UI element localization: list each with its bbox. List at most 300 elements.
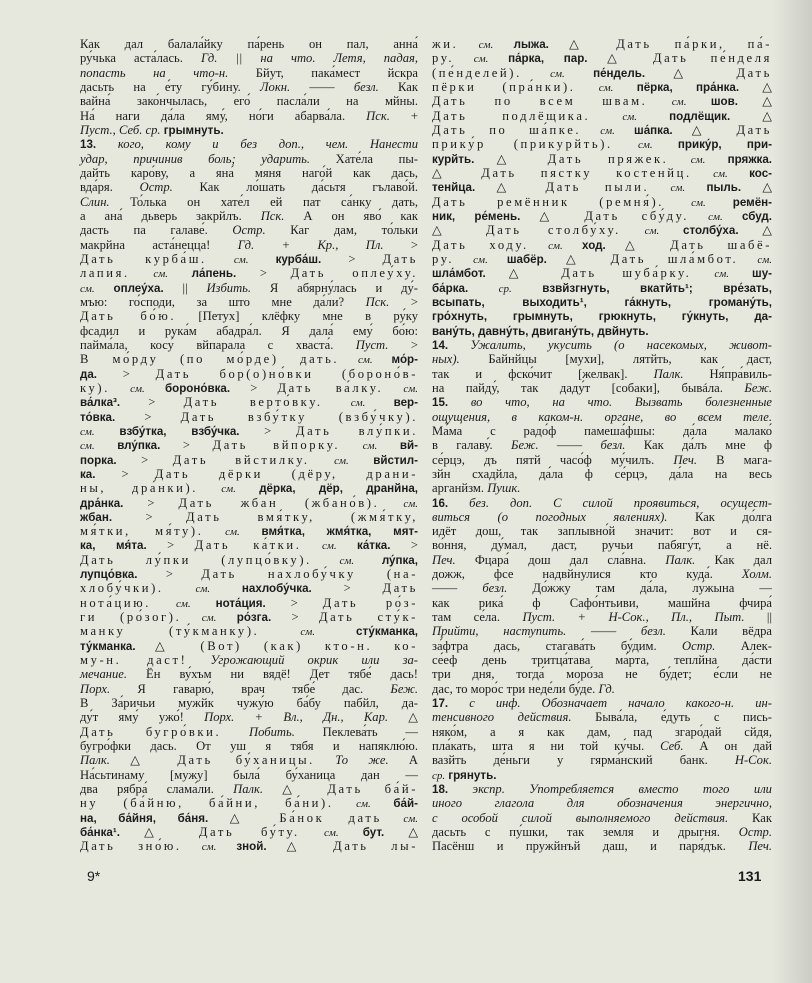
text-segment [315, 624, 356, 638]
text-segment: До́жжу там да́ла, лу́жына — [507, 581, 772, 596]
spaced-phrase: Дать бу́ханицы. [177, 753, 315, 768]
text-segment [198, 481, 221, 495]
spaced-phrase: Дать подлёщика. [432, 108, 591, 123]
headword: гро́хнуть, грымнуть, грюкнуть, гу́кнуть, да- [432, 310, 772, 324]
headword: ба́й- [393, 797, 418, 811]
text-segment: || [744, 610, 772, 625]
text-segment: Быва́ла, е́дуть с пись- [571, 710, 772, 725]
text-segment [216, 610, 236, 624]
text-line [80, 66, 418, 80]
cross-reference-abbr: см. [225, 526, 240, 539]
italic-text: Пуст. [355, 337, 389, 352]
text-line [432, 467, 772, 481]
cross-reference-abbr: см. [622, 110, 638, 123]
text-line [80, 424, 418, 438]
headword: ка. [80, 467, 96, 481]
text-segment: △ [548, 37, 617, 51]
headword: да. [80, 367, 98, 381]
italic-text: Беж. [744, 380, 772, 395]
spaced-phrase: ны, дра́нки). [80, 481, 199, 496]
headword: грымнуть. [163, 123, 224, 137]
text-segment [221, 725, 249, 739]
text-segment: два рябра́ слама́ли. [80, 782, 234, 797]
text-segment: △ [475, 180, 546, 195]
text-line [80, 782, 418, 796]
spaced-phrase: прику́р (прикурйть). [432, 137, 613, 152]
text-segment [95, 281, 114, 295]
text-segment: вазйть де́ньги у гярма́нский банк. [432, 753, 735, 768]
text-line [80, 137, 418, 151]
spaced-phrase: Ба́нок дать [279, 810, 382, 825]
text-segment [454, 51, 474, 65]
headword: бут. [362, 826, 385, 840]
text-segment: Как да́лъ мне ф [625, 438, 773, 453]
text-segment [565, 66, 593, 80]
spaced-phrase: лапия. [80, 266, 130, 281]
text-segment: арганйзм. [432, 481, 488, 496]
cross-reference-abbr: см. [403, 497, 419, 510]
text-line [432, 395, 772, 409]
text-line [432, 381, 772, 395]
headword: лупцо́вка. [80, 568, 138, 582]
italic-text: Остр. [139, 180, 173, 195]
text-segment [448, 338, 470, 352]
text-segment: ду́т яму́ ужо́! [80, 710, 205, 725]
text-line [80, 80, 418, 94]
italic-text: Пушк. [487, 481, 521, 496]
headword: зной. [236, 840, 267, 854]
text-line [80, 753, 418, 767]
spaced-phrase: Дать ремённик (ремня́). [432, 194, 665, 209]
text-line [80, 524, 418, 538]
text-segment: △ [672, 122, 737, 137]
spaced-phrase: Дать шуба́рку. [561, 266, 692, 281]
text-segment: дасть па галаве́. [80, 223, 233, 238]
text-segment [728, 166, 749, 180]
italic-text: Побить. [249, 724, 295, 739]
text-line [80, 238, 418, 252]
text-segment: фсадил и рука́м абадра́л. Я дала́ ему́ бо́ю: [80, 323, 418, 338]
text-segment [705, 152, 727, 166]
spaced-phrase: Дать [736, 122, 772, 137]
text-segment: как рика́ ф Сафо́нтьиви, машйна фчира́ [432, 595, 772, 610]
spaced-phrase: Дать шла́мбот. [610, 251, 739, 266]
headword: то́вка. [80, 410, 116, 424]
text-line [432, 51, 772, 65]
headword: 15. [432, 396, 449, 410]
left-column [80, 37, 418, 854]
cross-reference-abbr: см. [221, 483, 236, 496]
headword: на, ба́йня, ба́ня. [80, 811, 209, 825]
text-line [432, 309, 772, 323]
text-segment [448, 782, 472, 796]
text-segment [95, 438, 118, 452]
text-line [80, 796, 418, 810]
headword: шабёр. [506, 252, 547, 266]
text-line [80, 768, 418, 782]
italic-text: Гд. + Кр., Пл. [237, 237, 384, 252]
text-segment: Алек- [715, 638, 772, 653]
text-segment: △ [520, 208, 585, 223]
spaced-phrase: Дать оплеу́ху. [290, 266, 419, 281]
text-line [432, 453, 772, 467]
text-line [432, 266, 772, 280]
text-segment: || [163, 280, 207, 295]
text-line [80, 223, 418, 237]
spaced-phrase: Дать столбу́ху. [486, 223, 621, 238]
text-line [80, 510, 418, 524]
text-segment: Хате́ла пы- [310, 151, 418, 166]
text-line [432, 180, 772, 194]
text-segment: няко́м, а я как дам, пад згаро́дай сйдя, [432, 724, 772, 739]
text-line [432, 811, 772, 825]
headword: всыпать, выходить¹, га́кнуть, громану́ть, [432, 295, 772, 309]
text-line [80, 467, 418, 481]
italic-text: Палк. [653, 366, 684, 381]
text-segment [365, 395, 393, 409]
italic-text: Прийти, наступить. [432, 624, 567, 639]
headword: прику́р, при- [677, 138, 772, 152]
text-segment [187, 653, 210, 667]
spaced-phrase: Дать ходу. [432, 237, 529, 252]
text-line [80, 152, 418, 166]
text-segment: во́ння, ду́мал, даст, ручьи пабягу́т, а нё. [432, 538, 772, 553]
text-line [432, 567, 772, 581]
text-segment: Как [378, 79, 418, 94]
headword: 16. [432, 496, 449, 510]
italic-text: Палк. [665, 552, 696, 567]
headword: оплеу́ха. [113, 281, 164, 295]
italic-text: ных). [432, 352, 460, 367]
italic-text: во что, на что. Вызвать болезненные [470, 395, 772, 410]
italic-text: Беж. [390, 681, 418, 696]
text-segment [647, 94, 671, 108]
headword: нота́ция. [215, 596, 266, 610]
text-segment: за́фтра дась, стагава́ть бу́дим. [432, 638, 683, 653]
text-segment [637, 109, 669, 123]
text-segment: Бйут, пака́мест йскра [228, 65, 418, 80]
headword: кос- [749, 166, 772, 180]
text-line [80, 610, 418, 624]
italic-text: Палк. [233, 782, 264, 797]
italic-text: безл. [353, 79, 379, 94]
text-segment [182, 839, 202, 853]
cross-reference-abbr: см. [757, 253, 772, 266]
text-segment [203, 524, 225, 538]
text-line [80, 410, 418, 424]
text-segment: А [388, 753, 418, 768]
headword: вй- [399, 439, 418, 453]
text-line [80, 338, 418, 352]
text-segment: Ма́ма с радо́ф памеша́фшы: да́ла малако́ [432, 423, 772, 438]
spaced-phrase: Дать нахлобу́чку (на- [201, 567, 419, 582]
italic-text: Пск. [260, 208, 285, 223]
spaced-phrase: пёрки (пра́нки). [432, 79, 576, 94]
text-line [432, 324, 772, 338]
spaced-phrase: Дать [736, 65, 772, 80]
text-segment [95, 424, 120, 438]
headword: вер- [393, 396, 418, 410]
text-line [432, 367, 772, 381]
text-line [432, 839, 772, 853]
headword: вмя́тка, жмя́тка, мят- [261, 525, 419, 539]
text-line [80, 367, 418, 381]
spaced-phrase: Дать вйстилку. [172, 452, 310, 467]
text-line [432, 753, 772, 767]
text-segment: В За́ричьи мужйк чужу́ю ба́бу пабйл, да- [80, 696, 418, 711]
text-line [432, 481, 772, 495]
spaced-phrase: Дать бор(о)но́вки (бороно́в- [155, 366, 418, 381]
italic-text: безл. [600, 438, 626, 453]
text-line [80, 166, 418, 180]
text-segment [448, 496, 469, 510]
text-segment [468, 281, 498, 295]
text-segment [191, 596, 216, 610]
text-line [432, 639, 772, 653]
text-line [432, 725, 772, 739]
text-line [80, 696, 418, 710]
text-segment [493, 37, 513, 51]
spaced-phrase: Дать сту́к- [318, 610, 418, 625]
text-segment [240, 524, 262, 538]
text-segment [377, 438, 400, 452]
text-segment [207, 252, 234, 266]
spaced-phrase: нота́цию. [80, 595, 151, 610]
italic-text: Гд. || на что. Летя, падая, [200, 51, 419, 66]
cross-reference-abbr: см. [356, 798, 371, 811]
text-segment: А он дай [683, 739, 772, 754]
text-line [80, 180, 418, 194]
italic-text: Холм. [741, 567, 772, 582]
text-line [80, 481, 418, 495]
text-segment: Пеклева́ть — [294, 724, 419, 739]
text-segment: > [311, 581, 383, 596]
headword: жбан. [80, 510, 113, 524]
text-line [80, 553, 418, 567]
text-line [80, 209, 418, 223]
cross-reference-abbr: см. [548, 239, 563, 252]
italic-text: ощущения, в каком-н. органе, во всем теле. [432, 409, 772, 424]
headword: ка́тка. [357, 539, 391, 553]
text-segment: > [116, 452, 173, 467]
text-segment [488, 252, 507, 266]
spaced-phrase: Дать ро́з- [322, 595, 418, 610]
cross-reference-abbr: см. [362, 440, 378, 453]
headword: столбу́ха. [683, 224, 739, 238]
text-segment: пайма́ла, косу́ вйпарала с хваста́. [80, 337, 356, 352]
cross-reference-abbr: см. [637, 139, 653, 152]
text-line [80, 324, 418, 338]
text-segment: Ён ву́хъм ни вядё! Дет тябе́ дась! [127, 667, 418, 682]
text-segment: се́рцэ, дъ пятй часо́ф му́чилъ. [432, 452, 674, 467]
italic-text: иного глагола для обозначения энергично, [432, 796, 772, 811]
text-segment: △ [388, 710, 418, 725]
text-segment: > [389, 294, 418, 309]
headword: взвйзгнуть, вкатйть¹; вре́зать, [542, 281, 772, 295]
text-segment [659, 223, 683, 237]
spaced-phrase: Дать курба́ш. [80, 251, 207, 266]
spaced-phrase: Дать влу́пки. [295, 423, 418, 438]
text-segment: > [271, 610, 319, 625]
text-segment [664, 195, 691, 209]
spaced-phrase: ру. [432, 51, 455, 66]
italic-text: Ужалить, укусить (о насекомых, живот- [470, 337, 772, 352]
italic-text: Локн. [260, 79, 291, 94]
italic-text: Остр. [232, 223, 266, 238]
headword: 13. [80, 138, 97, 152]
headword: вану́ть, давну́ть, двигану́ть, двйнуть. [432, 324, 649, 338]
text-segment: > [390, 538, 418, 553]
italic-text: виться (о погодных явлениях). [432, 509, 668, 524]
text-segment: △ [109, 753, 178, 768]
headword: 18. [432, 783, 449, 797]
headword: ник, ре́мень. [432, 209, 521, 223]
spaced-phrase: Дать взбу́тку (взбу́чку). [180, 409, 418, 424]
page-edge-shadow [772, 0, 812, 983]
text-segment: —— [290, 79, 354, 94]
text-line [432, 281, 772, 295]
text-segment [110, 381, 130, 395]
text-segment: дожж, фсе надвйнулися кто куда́. [432, 567, 742, 582]
headword: ремён- [732, 195, 772, 209]
text-line [80, 725, 418, 739]
spaced-phrase: В мо́рду (по мо́рде) дать. [80, 352, 340, 367]
text-line [432, 109, 772, 123]
text-segment: —— [538, 438, 601, 453]
text-line [432, 209, 772, 223]
text-segment: так и фско́чит [желвак]. [432, 366, 654, 381]
text-segment: Байнйцы [мухи], лятйть, как даст, [459, 352, 772, 367]
text-segment: Как дал балала́йку па́рень он пал, анна́ [80, 37, 418, 51]
text-segment: пла́кать, шта я ни той ку́чы. [432, 739, 661, 754]
spaced-phrase: Дать вмя́тку, (жмя́тку, [186, 509, 418, 524]
text-line [432, 352, 772, 366]
headword: ка, мя́та. [80, 539, 147, 553]
spaced-phrase: мя́тки, мя́ту). [80, 524, 204, 539]
text-segment [576, 80, 599, 94]
text-segment: > [120, 395, 184, 410]
spaced-phrase: Дать верто́вку. [183, 395, 323, 410]
cross-reference-abbr: см. [403, 382, 419, 395]
text-segment [686, 94, 710, 108]
spaced-phrase: Дать [382, 581, 419, 596]
text-line [80, 109, 418, 123]
spaced-phrase: жи. [432, 37, 459, 51]
text-line [432, 768, 772, 782]
text-segment [181, 610, 201, 624]
spaced-phrase: Дать сбу́ду. [584, 208, 689, 223]
text-segment: На́сьтинаму [мужу] была́ бу́ханица дан — [80, 767, 418, 782]
text-line [80, 496, 418, 510]
spaced-phrase: Дать бу́ту. [198, 825, 300, 840]
headword: грянуть. [448, 768, 497, 782]
text-segment: [Петух] клёфку мне в ру́ку [176, 309, 418, 324]
text-line [80, 639, 418, 653]
text-line [80, 453, 418, 467]
text-line [432, 94, 772, 108]
italic-text: То же. [335, 753, 389, 768]
headword: шов. [710, 95, 738, 109]
text-line [80, 538, 418, 552]
text-line [432, 696, 772, 710]
text-segment: ру́чька аста́лась. [80, 51, 201, 66]
text-segment: на пайду́, так даду́т [собаки], бывáла. [432, 380, 745, 395]
cross-reference-abbr: см. [598, 81, 614, 94]
text-segment: △ [432, 165, 482, 180]
cross-reference-abbr: ср. [432, 769, 446, 782]
italic-text: с особой силой выполняемого действия. [432, 810, 729, 825]
page-number: 131 [738, 868, 762, 884]
text-line [432, 624, 772, 638]
text-segment: То́лька он хате́л ей пат са́нку дать, [109, 194, 418, 209]
spaced-phrase: Дать по ша́пке. [432, 122, 582, 137]
text-line [80, 395, 418, 409]
text-segment: △ [432, 223, 487, 238]
text-line [432, 682, 772, 696]
text-segment [310, 453, 334, 467]
text-line [432, 782, 772, 796]
italic-text: с инф. Обозначает начало какого-н. ин- [469, 696, 772, 711]
cross-reference-abbr: см. [644, 225, 660, 238]
text-segment [354, 553, 382, 567]
headword: 14. [432, 338, 449, 352]
spaced-phrase: Дать бо́ю. [80, 309, 177, 324]
text-line [432, 424, 772, 438]
text-line [80, 825, 418, 839]
text-segment [216, 839, 236, 853]
cross-reference-abbr: см. [201, 612, 217, 625]
italic-text: безл. [482, 581, 508, 596]
italic-text: Слин. [80, 194, 110, 209]
spaced-phrase: Дать пястку костенйц. [481, 165, 692, 180]
text-segment [563, 238, 582, 252]
text-segment: —— [566, 624, 641, 639]
text-line [80, 653, 418, 667]
headword: пряжка. [727, 152, 773, 166]
spaced-phrase: хлобу́чки). [80, 581, 164, 596]
text-line [80, 295, 418, 309]
cross-reference-abbr: см. [80, 425, 95, 438]
text-segment: △ [135, 638, 201, 653]
text-segment [706, 195, 733, 209]
headword: лыжа. [513, 38, 549, 51]
text-segment: > [230, 380, 278, 395]
cross-reference-abbr: см. [321, 540, 337, 553]
text-line [432, 238, 772, 252]
text-segment: > [137, 567, 202, 582]
cross-reference-abbr: см. [670, 182, 686, 195]
text-segment: > [115, 409, 181, 424]
text-line [80, 266, 418, 280]
text-line [80, 94, 418, 108]
italic-text: безл. [640, 624, 666, 639]
text-line [432, 538, 772, 552]
spaced-phrase: Дать вйпорку. [212, 438, 341, 453]
headword: па́рка, пар. [508, 52, 588, 66]
text-segment: > [95, 466, 155, 481]
text-line [80, 438, 418, 452]
headword: тенйца. [432, 181, 476, 195]
text-segment: зйн схадйла, да́ла ф се́рцэ, да́ла на весь [432, 466, 772, 481]
spaced-phrase: Дать лу́пки (лупцо́вку). [80, 552, 312, 567]
text-line [432, 338, 772, 352]
text-segment [723, 209, 742, 223]
text-segment: Я гаварю́, врач тябе́ дас. [110, 681, 391, 696]
text-segment: > [265, 595, 323, 610]
cross-reference-abbr: см. [233, 253, 249, 266]
spaced-phrase: Дать [382, 251, 419, 266]
headword: влу́пка. [117, 439, 161, 453]
